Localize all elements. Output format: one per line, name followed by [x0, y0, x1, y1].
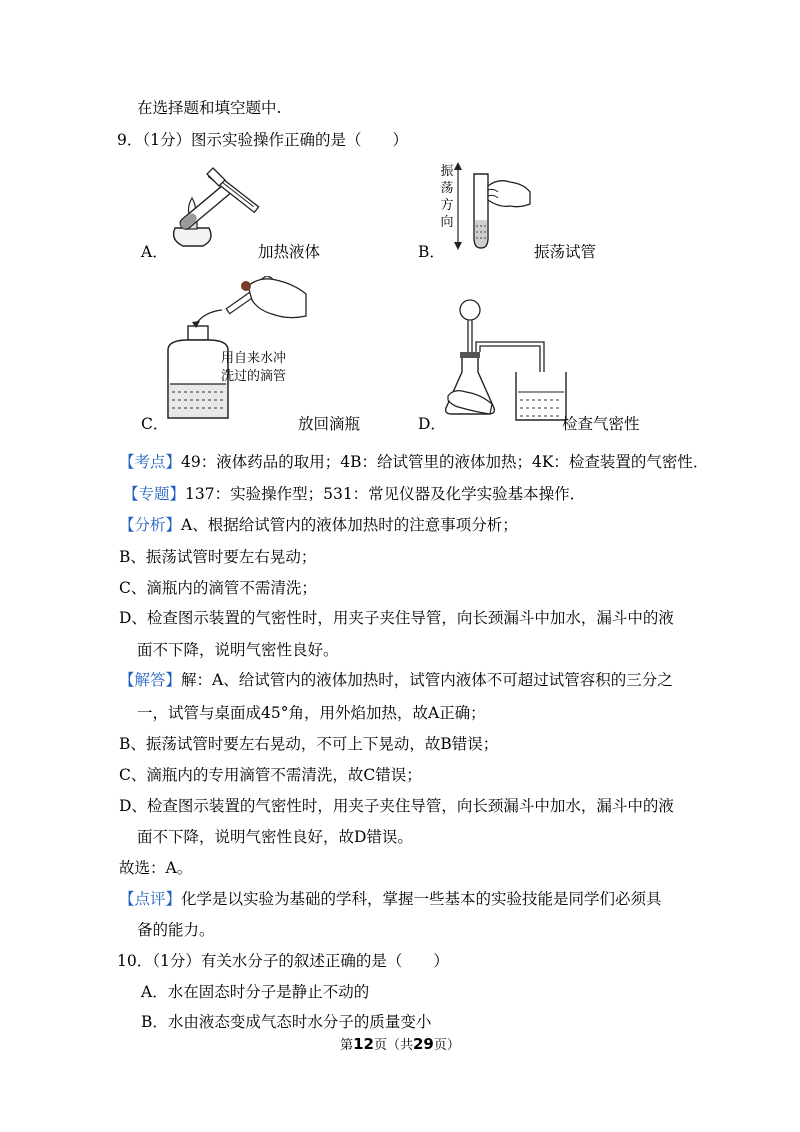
q9-stem: 9．（1分）图示实验操作正确的是（ ）	[117, 131, 408, 149]
q9-option-d-label: D．	[418, 415, 446, 433]
kaodian-tag: 【考点】	[119, 453, 182, 471]
q9-option-b-caption: 振荡试管	[534, 243, 597, 261]
fenxi-line-1	[119, 515, 518, 535]
jieda-tag: 【解答】	[119, 671, 182, 689]
page-footer	[0, 1034, 800, 1053]
zhuanti-text: 137：实验操作型；531：常见仪器及化学实验基本操作．	[185, 485, 586, 503]
q10-option-a: A．水在固态时分子是静止不动的	[141, 983, 370, 1001]
jieda-line-4: C、滴瓶内的专用滴管不需清洗，故C错误；	[119, 766, 422, 784]
q9-option-a-label: A．	[141, 243, 168, 261]
shake-direction-label	[440, 163, 454, 231]
footer-pre: 第	[340, 1038, 354, 1053]
zhuanti-line	[123, 484, 585, 504]
fenxi-text-1: A、根据给试管内的液体加热时的注意事项分析；	[181, 516, 518, 534]
dianping-line-1	[119, 889, 662, 909]
dropper-note-line2: 洗过的滴管	[221, 369, 287, 384]
jieda-line-1	[119, 670, 673, 690]
fenxi-tag: 【分析】	[119, 516, 182, 534]
q9-option-a-caption: 加热液体	[258, 243, 321, 261]
kaodian-line	[119, 452, 708, 472]
q9-option-c-caption: 放回滴瓶	[298, 415, 361, 433]
shake-dir-char: 向	[440, 215, 454, 230]
q10-stem: 10．（1分）有关水分子的叙述正确的是（ ）	[117, 952, 449, 970]
q9-option-d-caption: 检查气密性	[562, 415, 640, 433]
shake-dir-char: 荡	[440, 181, 454, 196]
dianping-tag: 【点评】	[119, 890, 182, 908]
fenxi-line-4: D、检查图示装置的气密性时，用夹子夹住导管，向长颈漏斗中加水，漏斗中的液	[119, 609, 674, 627]
jieda-line-3: B、振荡试管时要左右晃动，不可上下晃动，故B错误；	[119, 735, 499, 753]
dropper-note-line1: 用自来水冲	[221, 351, 287, 366]
figure-heating-liquid	[165, 158, 265, 250]
jieda-line-6: 面不下降，说明气密性良好，故D错误。	[137, 828, 413, 846]
q9-option-b-label: B．	[418, 243, 445, 261]
dropper-note	[221, 350, 286, 386]
shake-dir-char: 振	[440, 164, 454, 179]
dianping-text-1: 化学是以实验为基础的学科，掌握一些基本的实验技能是同学们必须具	[181, 890, 662, 908]
jieda-text-1: 解：A、给试管内的液体加热时，试管内液体不可超过试管容积的三分之	[181, 671, 673, 689]
shake-dir-char: 方	[440, 198, 454, 213]
footer-mid: 页（共	[373, 1038, 413, 1053]
q10-option-b: B．水由液态变成气态时水分子的质量变小	[141, 1013, 432, 1031]
jieda-line-2: 一，试管与桌面成45°角，用外焰加热，故A正确；	[137, 704, 486, 722]
dianping-line-2: 备的能力。	[137, 921, 215, 939]
kaodian-text: 49：液体药品的取用；4B：给试管里的液体加热；4K：检查装置的气密性．	[181, 453, 709, 471]
jieda-line-7: 故选：A。	[119, 859, 193, 877]
intro-text: 在选择题和填空题中.	[137, 99, 282, 117]
fenxi-line-5: 面不下降，说明气密性良好。	[137, 641, 339, 659]
footer-total-pages: 29	[413, 1035, 434, 1053]
footer-post: 页）	[433, 1038, 460, 1053]
figure-airtightness-check	[440, 296, 570, 426]
jieda-line-5: D、检查图示装置的气密性时，用夹子夹住导管，向长颈漏斗中加水，漏斗中的液	[119, 797, 674, 815]
figure-shaking-tube	[454, 160, 534, 254]
zhuanti-tag: 【专题】	[123, 485, 186, 503]
q9-option-c-label: C．	[141, 415, 169, 433]
fenxi-line-2: B、振荡试管时要左右晃动；	[119, 548, 317, 566]
fenxi-line-3: C、滴瓶内的滴管不需清洗；	[119, 579, 317, 597]
footer-page-number: 12	[353, 1035, 374, 1053]
